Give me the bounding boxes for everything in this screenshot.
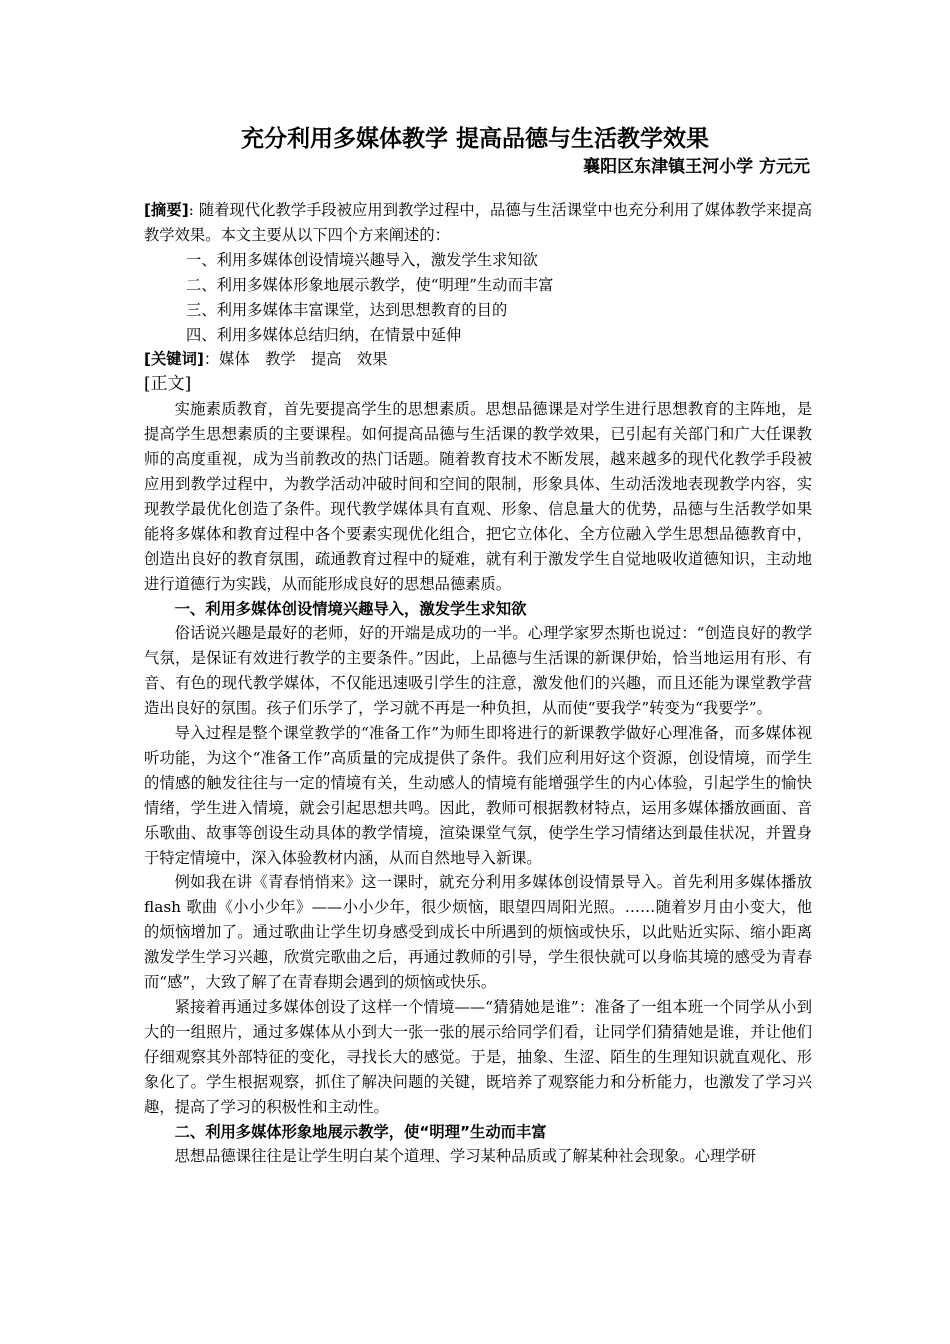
document-body [144,198,812,1169]
abstract-text: : 随着现代化教学手段被应用到教学过程中，品德与生活课堂中也充分利用了媒体教学来提高教学效果。本文主要从以下四个方来阐述的： [144,201,812,244]
body-paragraph: 紧接着再通过多媒体创设了这样一个情境——“猜猜她是谁”：准备了一组本班一个同学从小到大的一组照片，通过多媒体从小到大一张一张的展示给同学们看，让同学们猜猜她是谁，并让他们仔细观察其外部特征的变化，寻找长大的感觉。于是，抽象、生涩、陌生的生理知识就直观化、形象化了。学生根据观察，抓住了解决问题的关键，既培养了观察能力和分析能力，也激发了学习兴趣，提高了学习的积极性和主动性。 [144,998,812,1116]
body-paragraph: 俗话说兴趣是最好的老师，好的开端是成功的一半。心理学家罗杰斯也说过：“创造良好的教学气氛，是保证有效进行教学的主要条件。”因此，上品德与生活课的新课伊始，恰当地运用有形、有音、有色的现代教学媒体，不仅能迅速吸引学生的注意，激发他们的兴趣，而且还能为课堂教学营造出良好的氛围。孩子们乐学了，学习就不再是一种负担，从而使“要我学”转变为“我要学”。 [144,624,812,718]
section-heading-2: 二、利用多媒体形象地展示教学，使“明理”生动而丰富 [174,1122,547,1141]
body-paragraph: 例如我在讲《青春悄悄来》这一课时，就充分利用多媒体创设情景导入。首先利用多媒体播放 flash 歌曲《小小少年》——小小少年，很少烦恼，眼望四周阳光照。……随着岁月由小变大，他的烦恼增加了。通过歌曲让学生切身感受到成长中所遇到的烦恼或快乐，以此贴近实际、缩小距离激发学生学习兴趣，欣赏完歌曲之后，再通过教师的引导，学生很快就可以身临其境的感受为青春而“感”，大致了解了在青春期会遇到的烦恼或快乐。 [144,873,812,992]
body-label: [正文] [144,374,192,395]
abstract-item: 四、利用多媒体总结归纳，在情景中延伸 [186,325,462,344]
keywords-paragraph [144,347,812,372]
author-line: 襄阳区东津镇王河小学 方元元 [583,157,810,177]
body-paragraph: 导入过程是整个课堂教学的“准备工作”为师生即将进行的新课教学做好心理准备，而多媒体视听功能，为这个“准备工作”高质量的完成提供了条件。我们应利用好这个资源，创设情境，而学生的情感的触发往往与一定的情境有关，生动感人的情境有能增强学生的内心体验，引起学生的愉快情绪，学生进入情境，就会引起思想共鸣。因此，教师可根据教材特点，运用多媒体播放画面、音乐歌曲、故事等创设生动具体的教学情境，渲染课堂气氛，使学生学习情绪达到最佳状况，并置身于特定情境中，深入体验教材内涵，从而自然地导入新课。 [144,724,812,867]
abstract-item: 一、利用多媒体创设情境兴趣导入，激发学生求知欲 [186,250,538,269]
abstract-label: [摘要] [144,201,189,219]
body-paragraph: 思想品德课往往是让学生明白某个道理、学习某种品质或了解某种社会现象。心理学研 [174,1147,756,1166]
abstract-paragraph [144,198,812,248]
document-title: 充分利用多媒体教学 提高品德与生活教学效果 [240,126,709,152]
intro-paragraph: 实施素质教育，首先要提高学生的思想素质。思想品德课是对学生进行思想教育的主阵地，是提高学生思想素质的主要课程。如何提高品德与生活课的教学效果，已引起有关部门和广大任课教师的高度重视，成为当前教改的热门话题。随着教育技术不断发展，越来越多的现代化教学手段被应用到教学过程中，为教学活动冲破时间和空间的限制，形象具体、生动活泼地表现教学内容，实现教学最优化创造了条件。现代教学媒体具有直观、形象、信息量大的优势，品德与生活教学如果能将多媒体和教育过程中各个要素实现优化组合，把它立体化、全方位融入学生思想品德教育中，创造出良好的教育氛围，疏通教育过程中的疑难，就有利于激发学生自觉地吸收道德知识，主动地进行道德行为实践，从而能形成良好的思想品德素质。 [144,400,812,593]
section-heading-1: 一、利用多媒体创设情境兴趣导入，激发学生求知欲 [174,599,527,618]
abstract-item: 三、利用多媒体丰富课堂，达到思想教育的目的 [186,300,508,319]
abstract-item: 二、利用多媒体形象地展示教学，使“明理”生动而丰富 [186,275,554,294]
keywords-text: ：媒体 教学 提高 效果 [203,350,388,369]
keywords-label: [关键词] [144,350,204,369]
